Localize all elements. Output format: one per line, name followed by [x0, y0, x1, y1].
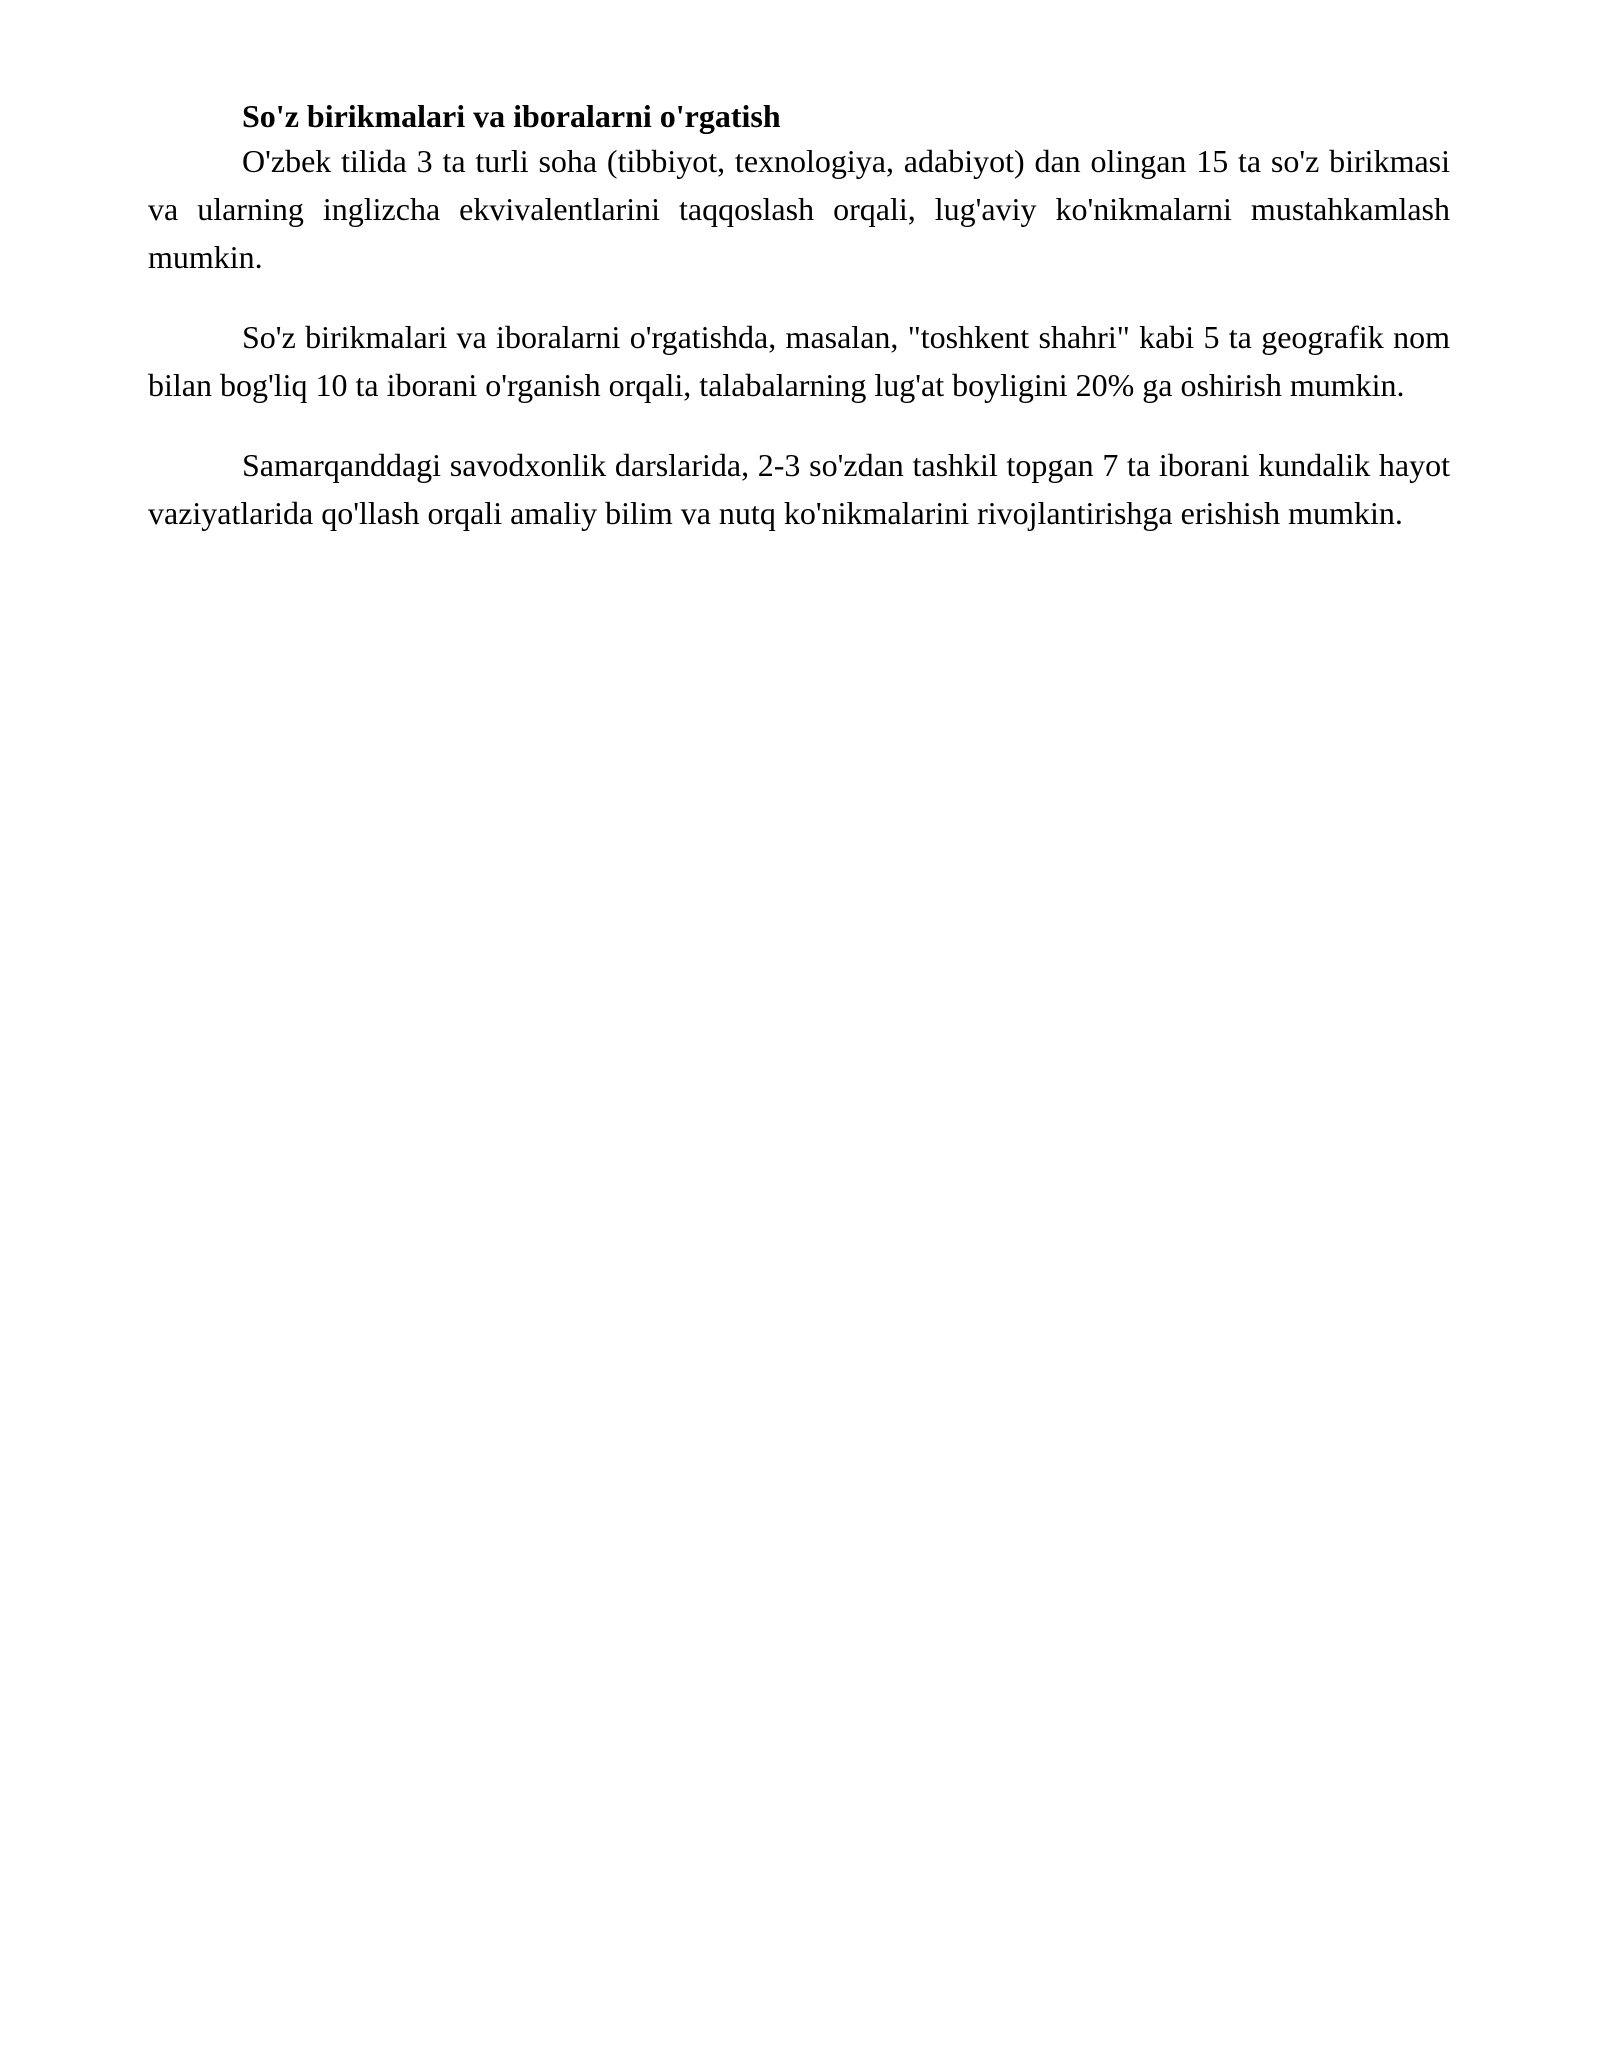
paragraph-3: Samarqanddagi savodxonlik darslarida, 2-3 so'zdan tashkil topgan 7 ta iborani kundalik hayot vaziyatlarida qo'llash orqali amaliy bilim va nutq ko'nikmalarini rivojlantirishga erishish mumkin. [148, 447, 1450, 531]
document-body [148, 93, 1450, 537]
paragraph-2: So'z birikmalari va iboralarni o'rgatishda, masalan, "toshkent shahri" kabi 5 ta geografik nom bilan bog'liq 10 ta iborani o'rganish orqali, talabalarning lug'at boyligini 20% ga oshirish mumkin. [148, 319, 1450, 403]
paragraph-1: O'zbek tilida 3 ta turli soha (tibbiyot, texnologiya, adabiyot) dan olingan 15 ta so'z birikmasi va ularning inglizcha ekvivalentlarini taqqoslash orqali, lug'aviy ko'nikmalarni mustahkamlash mumkin. [148, 143, 1450, 275]
section-heading: So'z birikmalari va iboralarni o'rgatish [242, 98, 781, 134]
